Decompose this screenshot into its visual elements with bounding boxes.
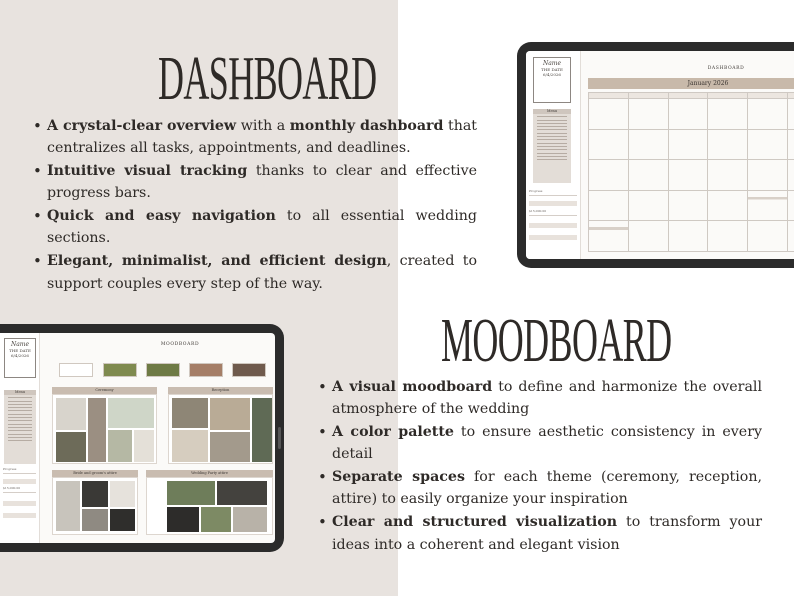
moodboard-feature-list <box>318 376 762 556</box>
progress-bar <box>3 479 36 484</box>
progress-bar <box>529 223 577 228</box>
palette-swatch[interactable] <box>189 363 223 377</box>
palette-swatch[interactable] <box>232 363 266 377</box>
moodboard-tablet-mockup <box>0 324 284 552</box>
budget-value: $15,000.00 <box>529 209 577 216</box>
dashboard-bullet: • Elegant, minimalist, and efficient design, created to support couples every step of the way. <box>33 250 477 295</box>
panel-header-ceremony: Ceremony <box>52 387 157 394</box>
bride-photo-board[interactable] <box>52 477 138 535</box>
moodboard-screen <box>0 333 275 543</box>
reception-photo-board[interactable] <box>168 394 273 464</box>
sidebar-menu[interactable]: Menu <box>533 109 571 183</box>
progress-bar <box>3 501 36 506</box>
calendar-grid <box>588 92 794 252</box>
dashboard-heading: DASHBOARD <box>158 45 377 113</box>
sidebar-menu[interactable]: Menu <box>4 390 36 464</box>
moodboard-bullet: • Clear and structured visualization to transform your ideas into a coherent and elegant vision <box>318 511 762 556</box>
dashboard-bullet: • Intuitive visual tracking thanks to clear and effective progress bars. <box>33 160 477 205</box>
progress-bar <box>3 513 36 518</box>
progress-bar <box>529 201 577 206</box>
month-header: January 2026 <box>588 78 794 89</box>
planner-sidebar <box>526 51 581 259</box>
progress-bar <box>529 235 577 240</box>
panel-header-party: Wedding Party attire <box>146 470 273 477</box>
planner-sidebar <box>0 333 40 543</box>
moodboard-bullet: • A color palette to ensure aesthetic consistency in every detail <box>318 421 762 466</box>
progress-title: Progress <box>3 467 36 474</box>
panel-header-reception: Reception <box>168 387 273 394</box>
moodboard-bullet: • A visual moodboard to define and harmonize the overall atmosphere of the wedding <box>318 376 762 421</box>
screen-title: MOODBOARD <box>160 342 200 347</box>
dashboard-bullet: • Quick and easy navigation to all essential wedding sections. <box>33 205 477 250</box>
progress-title: Progress <box>529 189 577 196</box>
palette-swatch[interactable] <box>59 363 93 377</box>
dashboard-feature-list <box>33 115 477 295</box>
screen-title: DASHBOARD <box>707 66 745 71</box>
home-button[interactable] <box>278 427 281 449</box>
moodboard-bullet: • Separate spaces for each theme (ceremony, reception, attire) to easily organize your inspiration <box>318 466 762 511</box>
palette-swatch[interactable] <box>103 363 137 377</box>
party-photo-board[interactable] <box>146 477 273 535</box>
budget-value: $15,000.00 <box>3 486 36 493</box>
moodboard-heading: MOODBOARD <box>441 307 672 375</box>
palette-swatch[interactable] <box>146 363 180 377</box>
wedding-logo: Name THE DATE 6/4/2026 <box>533 57 571 103</box>
dashboard-tablet-mockup <box>517 42 794 268</box>
dashboard-screen <box>526 51 794 259</box>
dashboard-bullet: • A crystal-clear overview with a monthly dashboard that centralizes all tasks, appointments, and deadlines. <box>33 115 477 160</box>
ceremony-photo-board[interactable] <box>52 394 157 464</box>
wedding-logo: Name THE DATE 6/4/2026 <box>4 338 36 378</box>
panel-header-bride: Bride and groom's attire <box>52 470 138 477</box>
